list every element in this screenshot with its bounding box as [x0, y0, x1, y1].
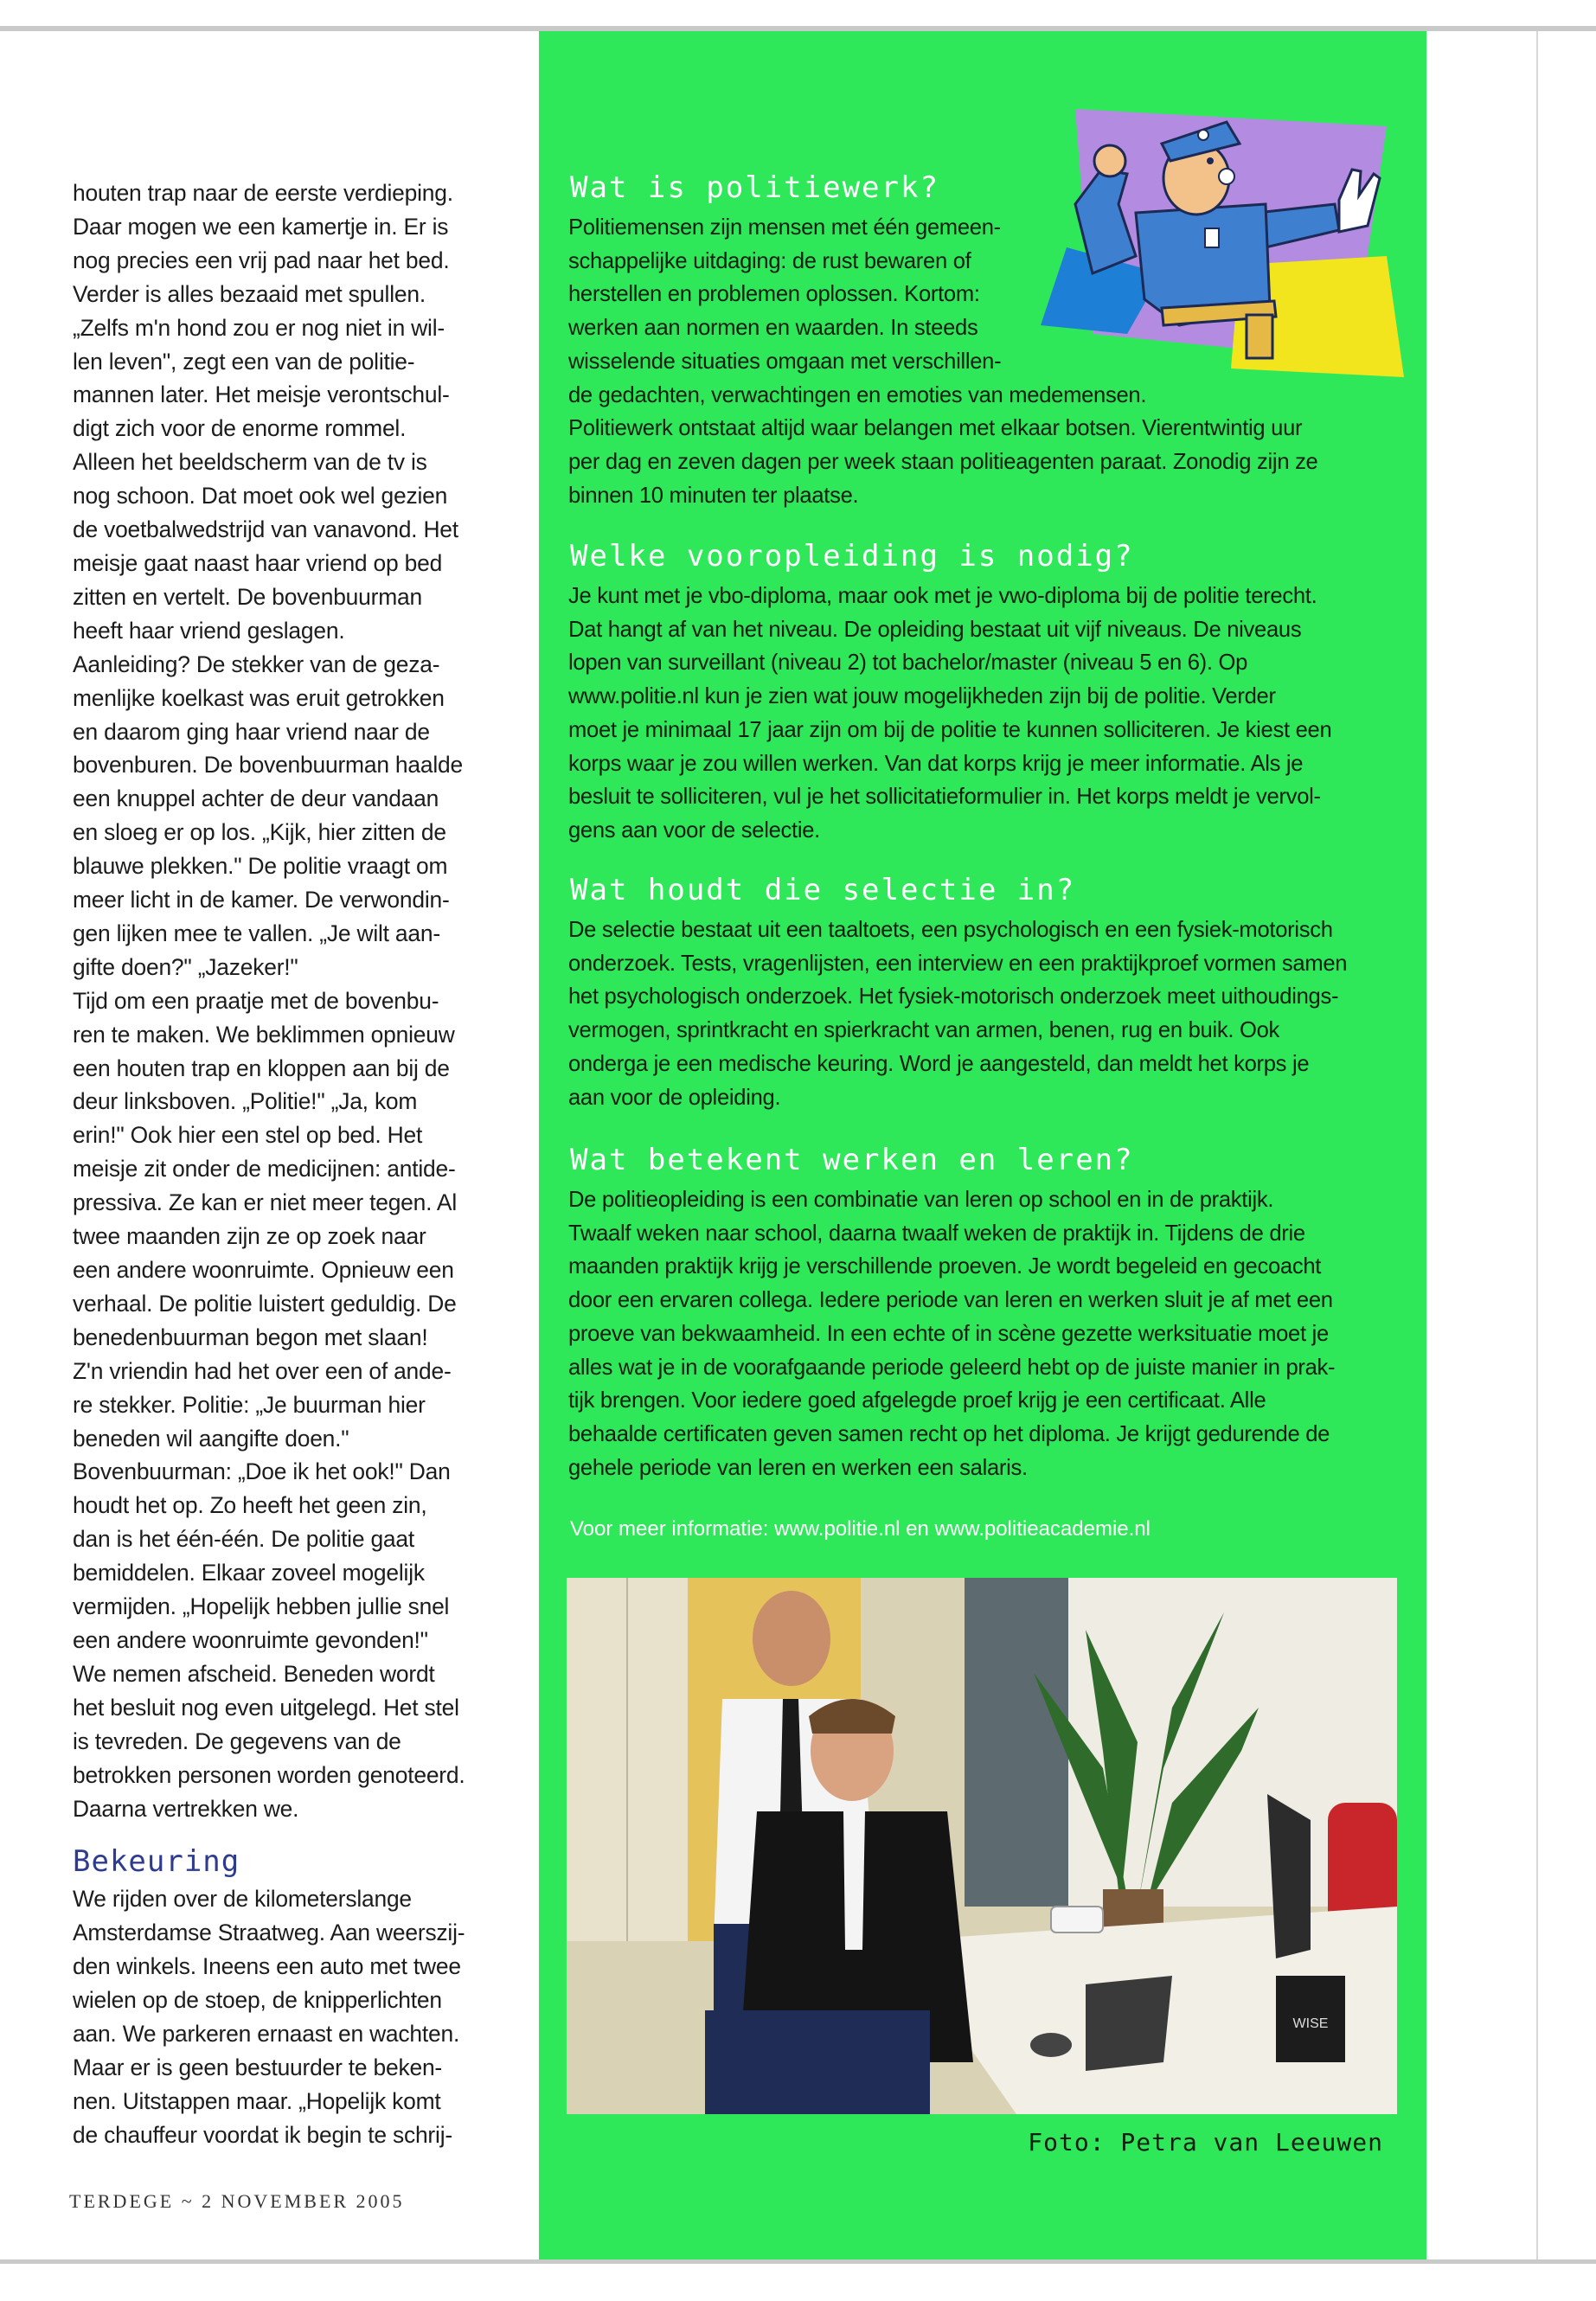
text-line: schappelijke uitdaging: de rust bewaren of	[568, 248, 971, 273]
text-line: houdt het op. Zo heeft het geen zin,	[73, 1492, 427, 1519]
text-line: We nemen afscheid. Beneden wordt	[73, 1660, 435, 1687]
text-line: korps waar je zou willen werken. Van dat korps krijg je meer informatie. Als je	[568, 751, 1304, 776]
text-line: Tijd om een praatje met de bovenbu-	[73, 987, 439, 1014]
sidebar-section-politiewerk	[568, 211, 1318, 512]
text-line: moet je minimaal 17 jaar zijn om bij de politie te kunnen solliciteren. Je kiest een	[568, 717, 1332, 742]
text-line: dan is het één-één. De politie gaat	[73, 1526, 415, 1553]
text-line: beneden wil aangifte doen."	[73, 1425, 349, 1452]
text-line: is tevreden. De gegevens van de	[73, 1727, 401, 1754]
text-line: meisje zit onder de medicijnen: antide-	[73, 1156, 456, 1183]
text-line: gen lijken mee te vallen. „Je wilt aan-	[73, 920, 440, 946]
sidebar-section-vooropleiding	[568, 580, 1331, 848]
text-line: Daar mogen we een kamertje in. Er is	[73, 213, 449, 240]
text-line: de gedachten, verwachtingen en emoties van medemensen.	[568, 382, 1147, 407]
article-column	[73, 176, 479, 2152]
photo-caption: Foto: Petra van Leeuwen	[1028, 2128, 1383, 2157]
text-line: We rijden over de kilometerslange	[73, 1886, 412, 1913]
text-line: houten trap naar de eerste verdieping.	[73, 180, 453, 206]
text-line: wielen op de stoep, de knipperlichten	[73, 1987, 442, 2014]
sidebar-section-selectie	[568, 913, 1347, 1114]
sidebar-heading-selectie: Wat houdt die selectie in?	[570, 873, 1076, 907]
text-line: Alleen het beeldscherm van de tv is	[73, 449, 427, 476]
text-line: Twaalf weken naar school, daarna twaalf weken de praktijk in. Tijdens de drie	[568, 1221, 1305, 1246]
text-line: lopen van surveillant (niveau 2) tot bachelor/master (niveau 5 en 6). Op	[568, 651, 1248, 676]
photo-badge-text: WISE	[1292, 2016, 1329, 2031]
text-line: onderzoek. Tests, vragenlijsten, een interview en een praktijkproef vormen samen	[568, 951, 1348, 976]
text-line: nen. Uitstappen maar. „Hopelijk komt	[73, 2087, 441, 2114]
text-line: re stekker. Politie: „Je buurman hier	[73, 1391, 426, 1418]
sidebar-heading-werken-leren: Wat betekent werken en leren?	[570, 1143, 1134, 1177]
office-photo	[567, 1578, 1397, 2114]
text-line: herstellen en problemen oplossen. Kortom:	[568, 282, 980, 307]
text-line: nog precies een vrij pad naar het bed.	[73, 247, 450, 273]
text-line: betrokken personen worden genoteerd.	[73, 1761, 465, 1788]
text-line: deur linksboven. „Politie!" „Ja, kom	[73, 1088, 418, 1115]
text-line: aan. We parkeren ernaast en wachten.	[73, 2021, 460, 2048]
text-line: zitten en vertelt. De bovenbuurman	[73, 583, 422, 610]
text-line: het psychologisch onderzoek. Het fysiek-motorisch onderzoek meet uithoudings-	[568, 984, 1339, 1009]
text-line: erin!" Ook hier een stel op bed. Het	[73, 1122, 423, 1149]
text-line: bovenburen. De bovenbuurman haalde	[73, 752, 463, 779]
text-line: een andere woonruimte. Opnieuw een	[73, 1257, 454, 1283]
text-line: digt zich voor de enorme rommel.	[73, 415, 407, 442]
text-line: behaalde certificaten geven samen recht op het diploma. Je krijgt gedurende de	[568, 1421, 1330, 1446]
sidebar-section-werken-leren	[568, 1183, 1335, 1484]
info-sidebar	[539, 31, 1426, 2259]
text-line: twee maanden zijn ze op zoek naar	[73, 1223, 426, 1250]
text-line: Politiemensen zijn mensen met één gemeen-	[568, 215, 1001, 240]
text-line: tijk brengen. Voor iedere goed afgelegde proef krijg je een certificaat. Alle	[568, 1388, 1266, 1413]
text-line: aan voor de opleiding.	[568, 1085, 781, 1110]
text-line: ren te maken. We beklimmen opnieuw	[73, 1021, 455, 1048]
more-info-links: Voor meer informatie: www.politie.nl en www.politieacademie.nl	[570, 1517, 1151, 1541]
text-line: Daarna vertrekken we.	[73, 1795, 299, 1822]
text-line: www.politie.nl kun je zien wat jouw mogelijkheden zijn bij de politie. Verder	[568, 684, 1276, 709]
text-line: meer licht in de kamer. De verwondin-	[73, 887, 450, 913]
text-line: bemiddelen. Elkaar zoveel mogelijk	[73, 1560, 425, 1586]
text-line: en daarom ging haar vriend naar de	[73, 718, 430, 745]
sidebar-heading-politiewerk: Wat is politiewerk?	[570, 170, 939, 205]
text-line: gehele periode van leren en werken een salaris.	[568, 1455, 1028, 1480]
text-line: gifte doen?" „Jazeker!"	[73, 953, 298, 980]
text-line: per dag en zeven dagen per week staan politieagenten paraat. Zonodig zijn ze	[568, 449, 1318, 474]
bottom-divider	[0, 2259, 1596, 2264]
text-line: onderga je een medische keuring. Word je aangesteld, dan meldt het korps je	[568, 1051, 1310, 1076]
text-line: Bovenbuurman: „Doe ik het ook!" Dan	[73, 1458, 451, 1485]
text-line: vermogen, sprintkracht en spierkracht van armen, benen, rug en buik. Ook	[568, 1018, 1280, 1043]
text-line: een andere woonruimte gevonden!"	[73, 1626, 428, 1653]
text-line: een knuppel achter de deur vandaan	[73, 785, 439, 812]
text-line: nog schoon. Dat moet ook wel gezien	[73, 483, 448, 510]
text-line: een houten trap en kloppen aan bij de	[73, 1054, 450, 1081]
text-line: blauwe plekken." De politie vraagt om	[73, 853, 448, 880]
text-line: verhaal. De politie luistert geduldig. De	[73, 1290, 457, 1317]
text-line: heeft haar vriend geslagen.	[73, 617, 345, 644]
text-line: len leven", zegt een van de politie-	[73, 348, 415, 375]
sidebar-heading-vooropleiding: Welke vooropleiding is nodig?	[570, 539, 1134, 574]
text-line: „Zelfs m'n hond zou er nog niet in wil-	[73, 314, 445, 341]
text-line: Maar er is geen bestuurder te beken-	[73, 2054, 443, 2080]
page-edge-line	[1536, 31, 1538, 2259]
text-line: en sloeg er op los. „Kijk, hier zitten de	[73, 819, 446, 846]
text-line: Verder is alles bezaaid met spullen.	[73, 280, 426, 307]
text-line: Dat hangt af van het niveau. De opleiding bestaat uit vijf niveaus. De niveaus	[568, 617, 1302, 642]
text-line: menlijke koelkast was eruit getrokken	[73, 684, 445, 711]
text-line: Amsterdamse Straatweg. Aan weerszij-	[73, 1920, 465, 1946]
text-line: besluit te solliciteren, vul je het sollicitatieformulier in. Het korps meldt je vervol-	[568, 785, 1321, 810]
text-line: pressiva. Ze kan er niet meer tegen. Al	[73, 1189, 457, 1216]
text-line: door een ervaren collega. Iedere periode van leren en werken sluit je af met een	[568, 1288, 1333, 1313]
text-line: De selectie bestaat uit een taaltoets, een psychologisch en een fysiek-motorisch	[568, 918, 1333, 942]
text-line: gens aan voor de selectie.	[568, 817, 820, 843]
text-line: werken aan normen en waarden. In steeds	[568, 316, 978, 341]
subheading-bekeuring: Bekeuring	[73, 1844, 240, 1880]
text-line: De politieopleiding is een combinatie van leren op school en in de praktijk.	[568, 1188, 1274, 1212]
text-line: Je kunt met je vbo-diploma, maar ook met je vwo-diploma bij de politie terecht.	[568, 584, 1317, 608]
text-line: wisselende situaties omgaan met verschillen-	[568, 349, 1002, 374]
text-line: Z'n vriendin had het over een of ande-	[73, 1357, 452, 1384]
text-line: binnen 10 minuten ter plaatse.	[568, 483, 859, 508]
text-line: alles wat je in de voorafgaande periode geleerd hebt op de juiste manier in prak-	[568, 1355, 1336, 1380]
text-line: mannen later. Het meisje verontschul-	[73, 381, 450, 408]
text-line: de chauffeur voordat ik begin te schrij-	[73, 2121, 452, 2148]
text-line: den winkels. Ineens een auto met twee	[73, 1953, 461, 1980]
text-line: Aanleiding? De stekker van de geza-	[73, 651, 440, 677]
text-line: benedenbuurman begon met slaan!	[73, 1324, 428, 1350]
text-line: Politiewerk ontstaat altijd waar belangen met elkaar botsen. Vierentwintig uur	[568, 416, 1303, 441]
text-line: proeve van bekwaamheid. In een echte of in scène gezette werksituatie moet je	[568, 1321, 1329, 1346]
text-line: vermijden. „Hopelijk hebben jullie snel	[73, 1593, 450, 1620]
text-line: maanden praktijk krijg je verschillende proeven. Je wordt begeleid en gecoacht	[568, 1254, 1322, 1279]
page-footer: TERDEGE ~ 2 NOVEMBER 2005	[69, 2190, 405, 2212]
text-line: het besluit nog even uitgelegd. Het stel	[73, 1694, 459, 1721]
text-line: meisje gaat naast haar vriend op bed	[73, 549, 443, 576]
text-line: de voetbalwedstrijd van vanavond. Het	[73, 516, 458, 543]
